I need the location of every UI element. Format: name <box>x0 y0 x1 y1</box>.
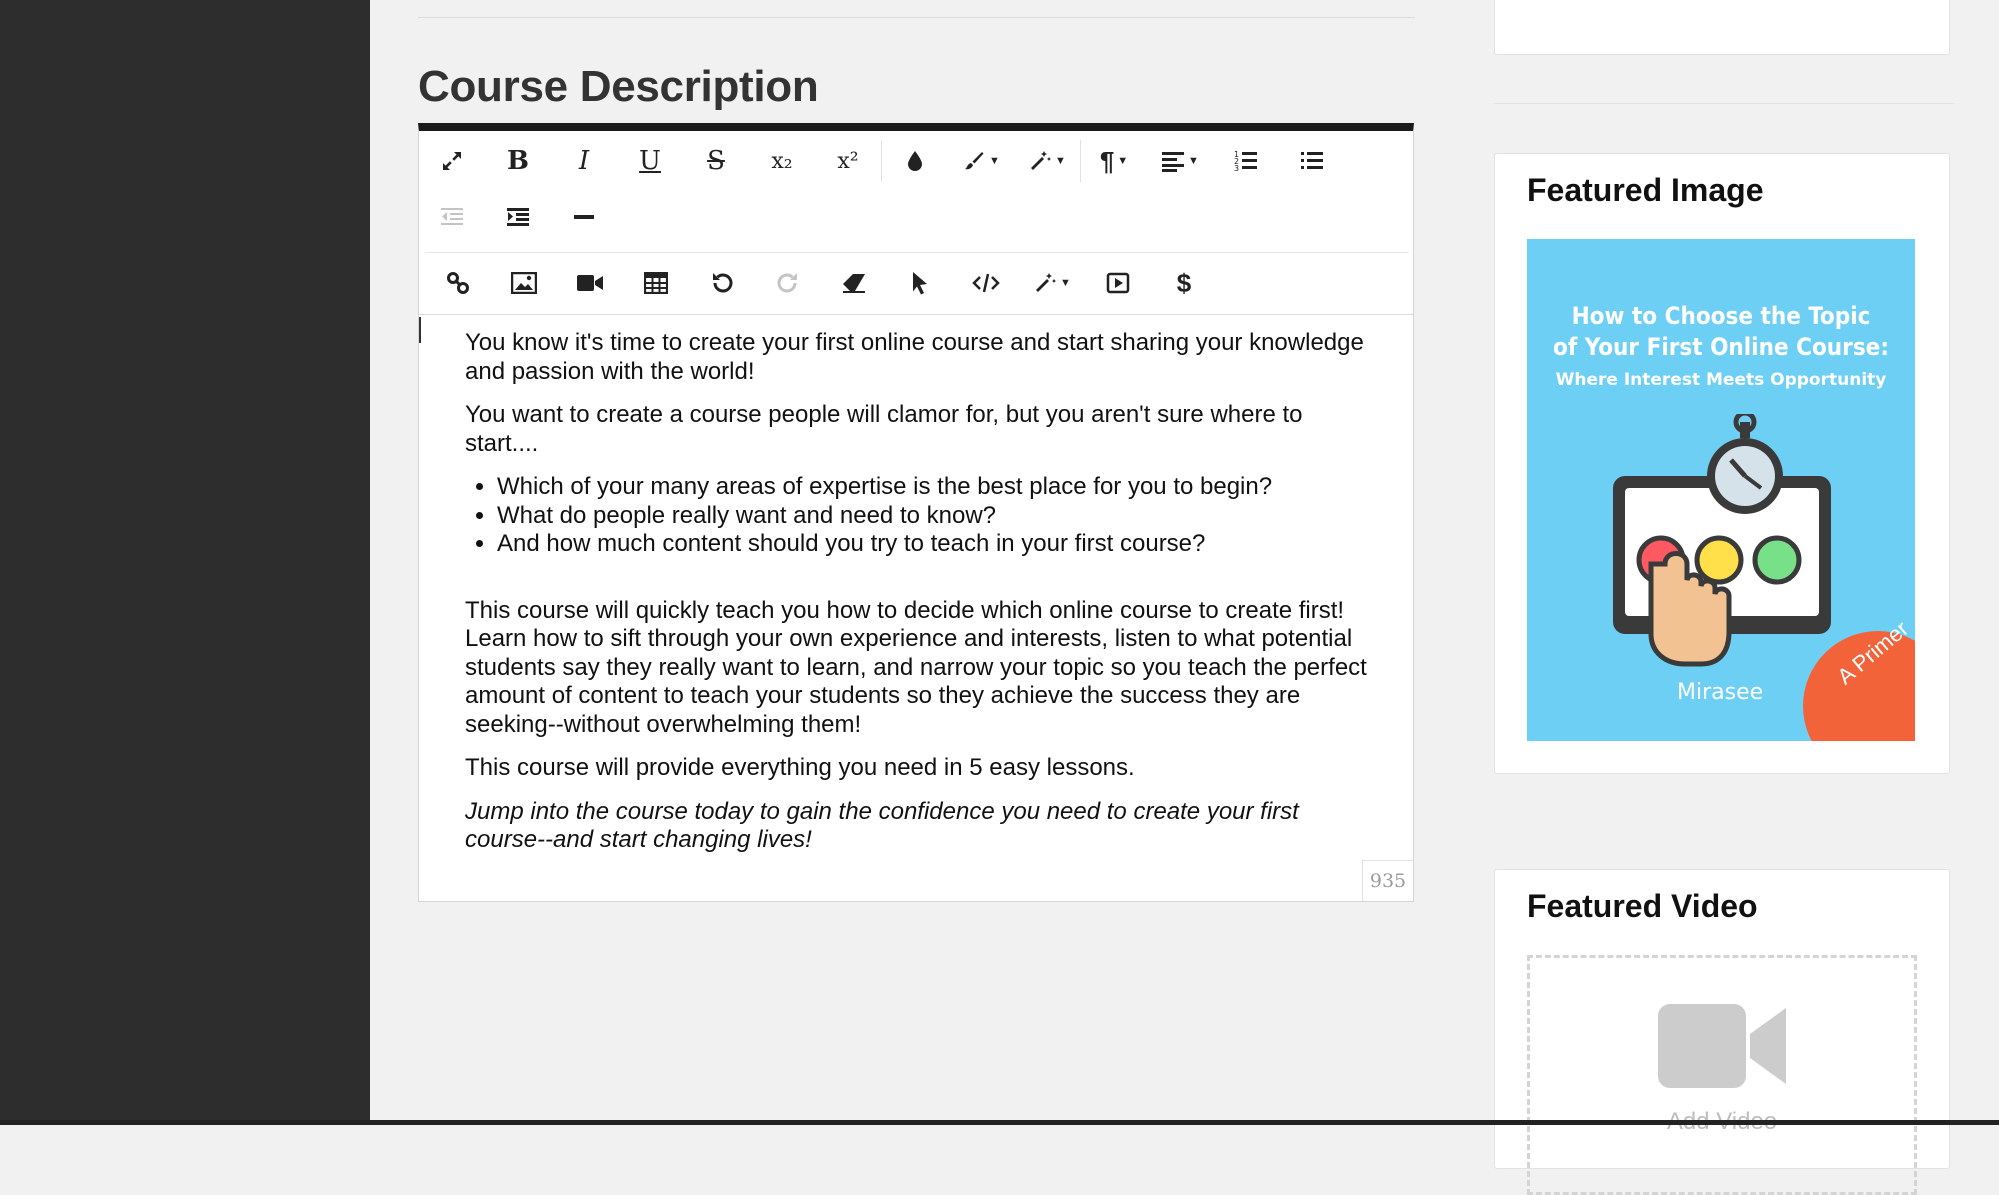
list-item: • And how much content should you try to teach in your first course? <box>497 530 1370 559</box>
bold-icon[interactable]: B <box>507 146 529 176</box>
bottom-edge <box>0 1120 1999 1125</box>
toolbar-row-1 <box>419 131 1345 191</box>
image-title-line: How to Choose the Topic <box>1571 302 1871 330</box>
toolbar-row-3 <box>425 252 1409 313</box>
underline-icon[interactable]: U <box>639 146 661 176</box>
svg-text:2: 2 <box>1234 157 1240 166</box>
link-icon[interactable] <box>425 258 491 308</box>
empty-line <box>465 574 1370 597</box>
image-badge-text: A Primer <box>1832 616 1914 690</box>
panel-title: Featured Image <box>1527 172 1764 208</box>
paragraph: This course will provide everything you need in 5 easy lessons. <box>465 754 1135 781</box>
video-icon[interactable] <box>557 258 623 308</box>
section-title: Course Description <box>418 62 819 111</box>
main-content <box>370 0 1999 1125</box>
strikethrough-icon[interactable]: S <box>707 146 725 176</box>
undo-icon[interactable] <box>689 258 755 308</box>
svg-text:1: 1 <box>1234 150 1240 159</box>
outdent-icon[interactable] <box>419 193 485 243</box>
image-icon[interactable] <box>491 258 557 308</box>
indent-icon[interactable] <box>485 193 551 243</box>
image-title-line: of Your First Online Course: <box>1553 333 1889 361</box>
paragraph: You know it's time to create your first online course and start sharing your knowledge and passion with the world! <box>465 329 1364 385</box>
divider <box>418 17 1415 18</box>
wand-dropdown-icon[interactable]: ▼ <box>1019 258 1085 308</box>
editor-toolbar <box>419 131 1413 315</box>
stopwatch-panel-illustration <box>1607 414 1847 674</box>
paragraph: Jump into the course today to gain the confidence you need to create your first course--and start changing lives! <box>465 797 1299 853</box>
image-subtitle: Where Interest Meets Opportunity <box>1555 370 1887 390</box>
paragraph-format-icon[interactable]: ¶ ▼ <box>1099 145 1129 176</box>
horizontal-rule-icon[interactable] <box>551 193 617 243</box>
table-icon[interactable] <box>623 258 689 308</box>
rich-text-editor <box>418 123 1414 902</box>
panel-title: Featured Video <box>1527 888 1758 924</box>
svg-text:3: 3 <box>1234 164 1240 173</box>
ordered-list-icon[interactable] <box>1213 136 1279 186</box>
paragraph: You want to create a course people will clamor for, but you aren't sure where to start.... <box>465 401 1303 457</box>
superscript-icon[interactable]: x² <box>837 148 859 174</box>
divider <box>1494 103 1954 104</box>
code-view-icon[interactable] <box>953 258 1019 308</box>
text-cursor <box>419 317 421 343</box>
subscript-icon[interactable]: x₂ <box>771 148 793 174</box>
add-video-dropzone[interactable] <box>1527 955 1917 1195</box>
list-item: • What do people really want and need to know? <box>497 502 1370 531</box>
magic-wand-icon[interactable]: ▼ <box>1014 136 1080 186</box>
toolbar-row-2 <box>419 188 617 248</box>
redo-icon[interactable] <box>755 258 821 308</box>
fullscreen-icon[interactable] <box>419 136 485 186</box>
unordered-list-icon[interactable] <box>1279 136 1345 186</box>
featured-image-panel <box>1494 153 1950 774</box>
featured-image[interactable] <box>1527 239 1915 741</box>
character-count: 935 <box>1362 860 1413 901</box>
eraser-icon[interactable] <box>821 258 887 308</box>
dollar-icon[interactable]: $ <box>1176 267 1192 298</box>
select-all-icon[interactable] <box>887 258 953 308</box>
text-color-icon[interactable] <box>882 136 948 186</box>
panel <box>1494 0 1950 55</box>
video-camera-icon <box>1658 1000 1786 1092</box>
image-title <box>1527 301 1915 363</box>
left-sidebar <box>0 0 370 1125</box>
align-icon[interactable]: ▼ <box>1147 136 1213 186</box>
list-item: • Which of your many areas of expertise is the best place for you to begin? <box>497 473 1370 502</box>
paragraph: This course will quickly teach you how to decide which online course to create first! Learn how to sift through your own experience and interests, listen to what potential students say they really want to learn, and narrow your topic so you teach the perfect amount of content to teach your students so they achieve the success they are seeking--without overwhelming them! <box>465 596 1367 738</box>
bullet-list <box>465 473 1370 559</box>
highlight-brush-icon[interactable]: ▼ <box>948 136 1014 186</box>
media-icon[interactable] <box>1085 258 1151 308</box>
editor-content[interactable] <box>465 329 1370 870</box>
image-brand: Mirasee <box>1677 680 1764 705</box>
italic-icon[interactable]: I <box>578 146 590 176</box>
